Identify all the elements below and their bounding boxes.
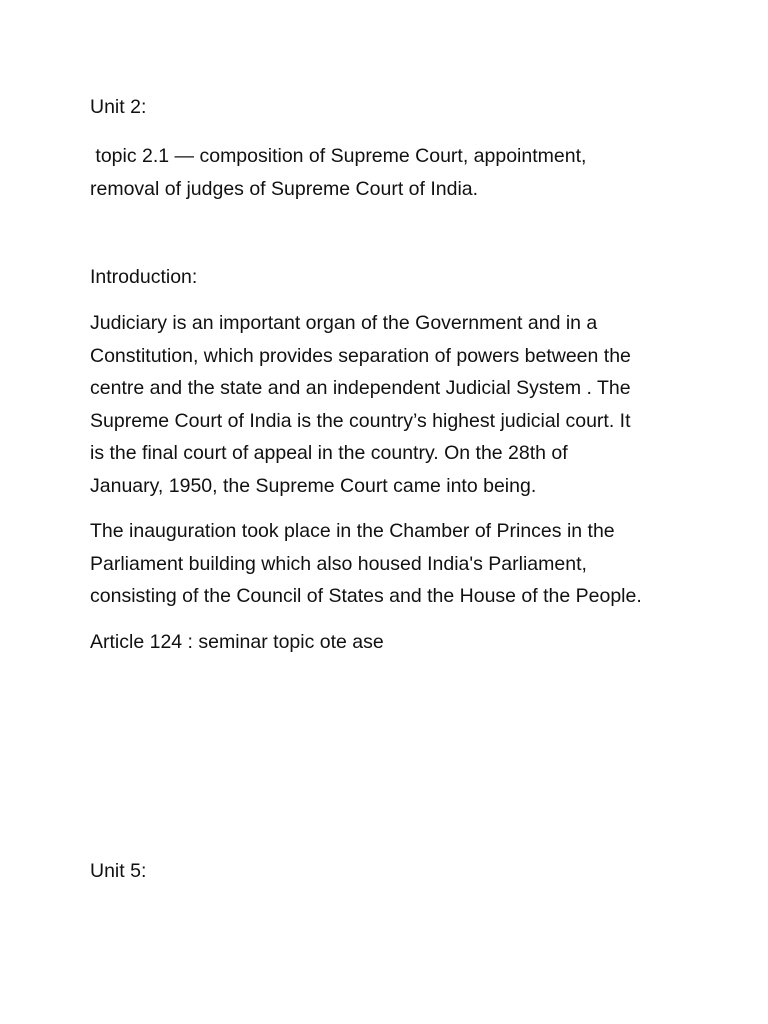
introduction-line-5: is the final court of appeal in the country. On the 28th of — [90, 442, 568, 465]
unit-5-heading — [90, 855, 690, 888]
introduction-line-6: January, 1950, the Supreme Court came into being. — [90, 474, 537, 497]
introduction-line-4: Supreme Court of India is the country’s highest judicial court. It — [90, 409, 631, 432]
introduction-line-2: Constitution, which provides separation of powers between the — [90, 344, 631, 367]
introduction-line-1: Judiciary is an important organ of the Government and in a — [90, 312, 598, 334]
unit-2-heading-text: Unit 2: — [90, 96, 147, 118]
topic-line-1: topic 2.1 — composition of Supreme Court, appointment, — [90, 145, 587, 167]
unit-5-heading-text: Unit 5: — [90, 860, 147, 882]
inauguration-line-1: The inauguration took place in the Chamber of Princes in the — [90, 520, 615, 542]
topic-line-2: removal of judges of Supreme Court of India. — [90, 177, 479, 200]
inauguration-paragraph — [90, 515, 690, 613]
introduction-paragraph — [90, 307, 690, 503]
introduction-line-3: centre and the state and an independent Judicial System . The — [90, 377, 631, 400]
unit-2-heading — [90, 91, 690, 124]
introduction-heading-text: Introduction: — [90, 266, 198, 288]
article-124-note — [90, 626, 690, 659]
topic-2-1-paragraph — [90, 140, 690, 205]
inauguration-line-3: consisting of the Council of States and the House of the People. — [90, 585, 642, 608]
article-124-note-text: Article 124 : seminar topic ote ase — [90, 631, 384, 653]
introduction-heading — [90, 261, 690, 294]
inauguration-line-2: Parliament building which also housed India's Parliament, — [90, 552, 587, 575]
